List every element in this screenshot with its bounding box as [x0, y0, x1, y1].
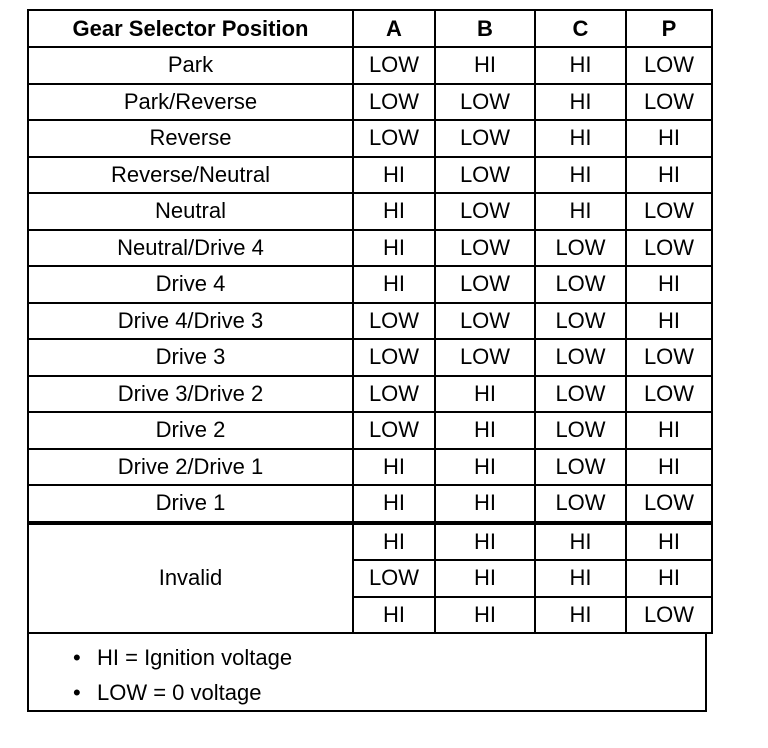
value-cell: LOW: [353, 560, 435, 597]
value-cell: LOW: [435, 84, 535, 121]
gear-selector-table: [27, 9, 713, 634]
value-cell: LOW: [535, 230, 626, 267]
value-cell: HI: [535, 157, 626, 194]
value-cell: LOW: [435, 230, 535, 267]
value-cell: HI: [535, 597, 626, 634]
position-cell: Reverse: [28, 120, 353, 157]
table-row: [28, 412, 712, 449]
position-cell: Neutral/Drive 4: [28, 230, 353, 267]
table-row: [28, 303, 712, 340]
value-cell: HI: [535, 193, 626, 230]
table-row: [28, 84, 712, 121]
value-cell: LOW: [353, 120, 435, 157]
value-cell: LOW: [626, 84, 712, 121]
value-cell: HI: [626, 120, 712, 157]
position-cell: Reverse/Neutral: [28, 157, 353, 194]
table-row: [28, 485, 712, 523]
value-cell: HI: [626, 449, 712, 486]
value-cell: LOW: [535, 376, 626, 413]
value-cell: LOW: [435, 266, 535, 303]
value-cell: HI: [353, 266, 435, 303]
value-cell: LOW: [353, 376, 435, 413]
position-cell: Drive 4: [28, 266, 353, 303]
value-cell: HI: [435, 485, 535, 523]
position-cell: Drive 2/Drive 1: [28, 449, 353, 486]
table-row: [28, 339, 712, 376]
value-cell: HI: [353, 449, 435, 486]
value-cell: LOW: [626, 47, 712, 84]
table-body: [28, 47, 712, 633]
table-row: [28, 193, 712, 230]
bullet-icon: •: [73, 645, 81, 670]
position-cell: Drive 1: [28, 485, 353, 523]
value-cell: HI: [435, 560, 535, 597]
value-cell: HI: [626, 412, 712, 449]
value-cell: LOW: [535, 266, 626, 303]
value-cell: HI: [435, 47, 535, 84]
header-p: P: [626, 10, 712, 47]
value-cell: LOW: [435, 157, 535, 194]
value-cell: LOW: [626, 376, 712, 413]
bullet-icon: •: [73, 680, 81, 705]
value-cell: LOW: [626, 339, 712, 376]
table-row: [28, 266, 712, 303]
table-row: [28, 120, 712, 157]
value-cell: LOW: [435, 303, 535, 340]
header-c: C: [535, 10, 626, 47]
position-cell: Drive 3/Drive 2: [28, 376, 353, 413]
value-cell: HI: [353, 230, 435, 267]
gear-selector-table-container: [27, 9, 711, 712]
position-cell: Drive 2: [28, 412, 353, 449]
value-cell: HI: [353, 597, 435, 634]
value-cell: LOW: [535, 449, 626, 486]
value-cell: HI: [353, 157, 435, 194]
legend-notes: [27, 634, 707, 712]
value-cell: HI: [353, 485, 435, 523]
table-row: [28, 449, 712, 486]
table-row: [28, 230, 712, 267]
position-cell: Drive 4/Drive 3: [28, 303, 353, 340]
value-cell: HI: [435, 376, 535, 413]
value-cell: LOW: [353, 412, 435, 449]
value-cell: LOW: [435, 120, 535, 157]
position-cell: Drive 3: [28, 339, 353, 376]
table-row: [28, 47, 712, 84]
value-cell: HI: [435, 523, 535, 561]
table-row: [28, 376, 712, 413]
value-cell: HI: [626, 523, 712, 561]
value-cell: HI: [535, 560, 626, 597]
value-cell: HI: [435, 412, 535, 449]
table-row-invalid: [28, 523, 712, 561]
note-item: [29, 675, 705, 710]
value-cell: LOW: [535, 485, 626, 523]
position-cell: Neutral: [28, 193, 353, 230]
value-cell: LOW: [353, 47, 435, 84]
value-cell: LOW: [626, 193, 712, 230]
value-cell: LOW: [626, 485, 712, 523]
value-cell: LOW: [535, 412, 626, 449]
value-cell: LOW: [626, 230, 712, 267]
value-cell: HI: [353, 193, 435, 230]
position-cell-invalid: Invalid: [28, 523, 353, 634]
note-item: [29, 640, 705, 675]
value-cell: HI: [353, 523, 435, 561]
value-cell: LOW: [535, 303, 626, 340]
value-cell: HI: [435, 449, 535, 486]
value-cell: LOW: [435, 193, 535, 230]
value-cell: LOW: [535, 339, 626, 376]
value-cell: HI: [626, 303, 712, 340]
table-row: [28, 157, 712, 194]
table-header-row: [28, 10, 712, 47]
value-cell: HI: [535, 84, 626, 121]
header-gear-selector-position: Gear Selector Position: [28, 10, 353, 47]
value-cell: HI: [626, 157, 712, 194]
value-cell: HI: [535, 120, 626, 157]
value-cell: LOW: [353, 339, 435, 376]
value-cell: LOW: [353, 303, 435, 340]
value-cell: LOW: [626, 597, 712, 634]
value-cell: HI: [535, 47, 626, 84]
note-low-definition: LOW = 0 voltage: [97, 680, 262, 705]
header-b: B: [435, 10, 535, 47]
value-cell: HI: [535, 523, 626, 561]
value-cell: HI: [626, 266, 712, 303]
position-cell: Park/Reverse: [28, 84, 353, 121]
value-cell: LOW: [435, 339, 535, 376]
value-cell: LOW: [353, 84, 435, 121]
position-cell: Park: [28, 47, 353, 84]
value-cell: HI: [435, 597, 535, 634]
note-hi-definition: HI = Ignition voltage: [97, 645, 293, 670]
header-a: A: [353, 10, 435, 47]
value-cell: HI: [626, 560, 712, 597]
